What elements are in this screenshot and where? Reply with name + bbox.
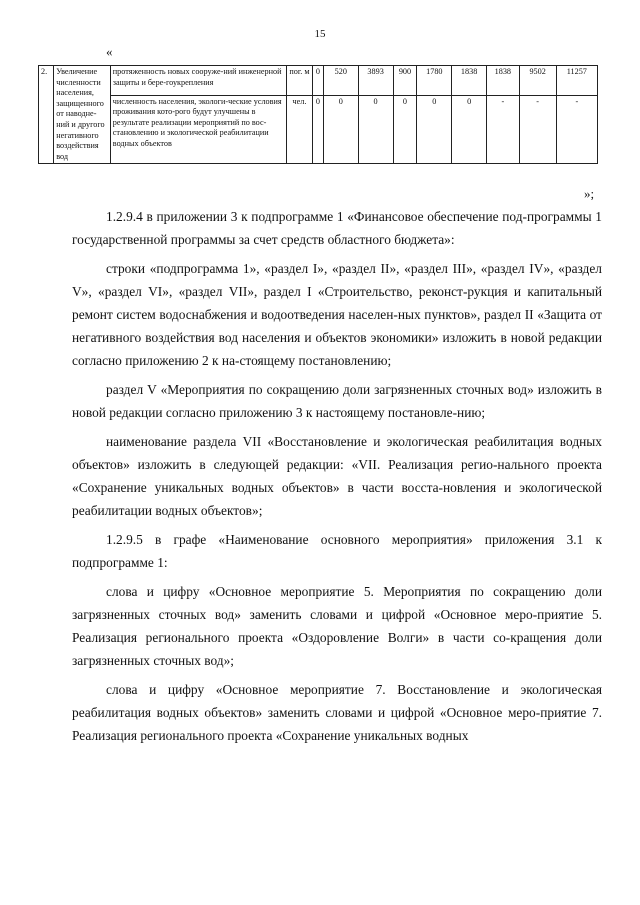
value-cell: 0	[452, 95, 487, 164]
unit-cell: пог. м	[286, 66, 312, 96]
value-cell: 3893	[358, 66, 393, 96]
value-cell: 11257	[556, 66, 597, 96]
paragraph: строки «подпрограмма 1», «раздел I», «раздел II», «раздел III», «раздел IV», «раздел V», «раздел VI», «раздел VII», раздел I «Строительство, реконст-рукция и капитальный ремонт систем водоснабжения и водоотведения населен-ных пунктов», раздел II «Защита от негативного воздействия вод населения и объектов экономики» изложить в новой редакции согласно приложению 2 к на-стоящему постановлению;	[72, 261, 602, 368]
paragraph: слова и цифру «Основное мероприятие 7. Восстановление и экологическая реабилитация водных объектов» заменить словами и цифрой «Основное меро-приятие 7. Реализация регионального проекта «Сохранение уникальных водных	[72, 682, 602, 743]
table-row	[39, 95, 598, 164]
value-cell: 520	[323, 66, 358, 96]
value-cell: 0	[313, 66, 324, 96]
value-cell: 0	[393, 95, 417, 164]
paragraph: слова и цифру «Основное мероприятие 5. Мероприятия по сокращению доли загрязненных сточных вод» заменить словами и цифрой «Основное меро-приятие 5. Реализация регионального проекта «Оздоровление Волги» в части со-кращения доли загрязненных сточных вод»;	[72, 584, 602, 668]
value-cell: -	[556, 95, 597, 164]
value-cell: 0	[358, 95, 393, 164]
indicator-cell: численность населения, экологи-ческие условия проживания кото-рого будут улучшены в результате реализации мероприятий по вос-становлению и экологической реабилитации водных объектов	[110, 95, 286, 164]
table-row	[39, 66, 598, 96]
indicators-table	[38, 65, 598, 164]
indicator-cell: протяженность новых сооруже-ний инженерной защиты и бере-гоукрепления	[110, 66, 286, 96]
value-cell: 1838	[487, 66, 520, 96]
value-cell: 0	[323, 95, 358, 164]
value-cell: 1838	[452, 66, 487, 96]
paragraph: наименование раздела VII «Восстановление и экологическая реабилитация водных объектов» изложить в следующей редакции: «VII. Реализация регио-нального проекта «Сохранение уникальных водных объектов» в части восста-новления и экологической реабилитации водных объектов»;	[72, 434, 602, 518]
paragraph: раздел V «Мероприятия по сокращению доли загрязненных сточных вод» изложить в новой редакции согласно приложению 3 к настоящему постановле-нию;	[72, 382, 602, 420]
paragraph: 1.2.9.4 в приложении 3 к подпрограмме 1 «Финансовое обеспечение под-программы 1 государственной программы за счет средств областного бюджета»:	[72, 209, 602, 247]
page-number: 15	[314, 28, 326, 40]
value-cell: 0	[313, 95, 324, 164]
paragraph: 1.2.9.5 в графе «Наименование основного мероприятия» приложения 3.1 к подпрограмме 1:	[72, 532, 602, 570]
opening-quote-mark: «	[106, 44, 113, 59]
value-cell: 1780	[417, 66, 452, 96]
event-name-cell: Увеличение численности населения, защищенного от наводне-ний и другого негативного воздействия вод	[54, 66, 111, 164]
document-body	[72, 205, 602, 753]
value-cell: 9502	[519, 66, 556, 96]
row-number-cell: 2.	[39, 66, 54, 164]
value-cell: 0	[417, 95, 452, 164]
unit-cell: чел.	[286, 95, 312, 164]
closing-quote-mark: »;	[584, 186, 595, 201]
value-cell: -	[519, 95, 556, 164]
value-cell: -	[487, 95, 520, 164]
value-cell: 900	[393, 66, 417, 96]
